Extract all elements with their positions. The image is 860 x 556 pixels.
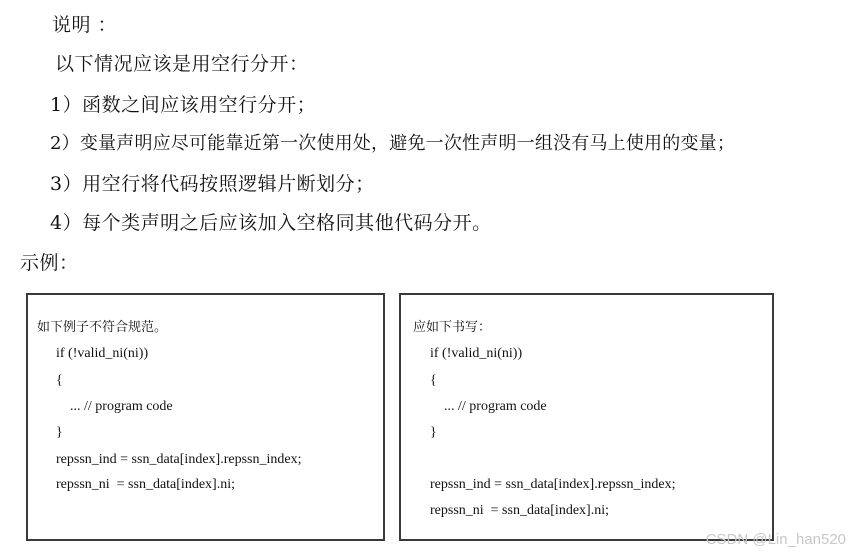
rule-2: 2）变量声明应尽可能靠近第一次使用处，避免一次性声明一组没有马上使用的变量； xyxy=(50,133,736,154)
good-code-line-1: if (!valid_ni(ni)) xyxy=(430,346,523,361)
bad-code-line-6: repssn_ni = ssn_data[index].ni; xyxy=(56,477,235,492)
bad-example-box xyxy=(26,293,385,541)
rule-3: 3）用空行将代码按照逻辑片断划分； xyxy=(50,173,375,195)
example-heading: 示例： xyxy=(20,252,79,274)
rule-1: 1）函数之间应该用空行分开； xyxy=(50,94,317,116)
bad-code-line-1: if (!valid_ni(ni)) xyxy=(56,346,149,361)
good-code-line-6: repssn_ni = ssn_data[index].ni; xyxy=(430,503,609,518)
bad-code-line-2: { xyxy=(56,373,63,388)
good-example-title: 应如下书写： xyxy=(413,320,492,335)
bad-code-line-5: repssn_ind = ssn_data[index].repssn_index; xyxy=(56,452,302,467)
bad-code-line-3: ... // program code xyxy=(56,399,173,414)
bad-example-title: 如下例子不符合规范。 xyxy=(37,320,168,335)
good-code-line-2: { xyxy=(430,373,437,388)
good-code-line-4: } xyxy=(430,425,437,440)
rule-4: 4）每个类声明之后应该加入空格同其他代码分开。 xyxy=(50,212,492,234)
good-code-line-3: ... // program code xyxy=(430,399,547,414)
bad-code-line-4: } xyxy=(56,425,63,440)
intro-text: 以下情况应该是用空行分开： xyxy=(55,53,309,75)
csdn-watermark: CSDN @Lin_han520 xyxy=(705,531,846,548)
good-example-box xyxy=(399,293,774,541)
explanation-heading: 说明 ： xyxy=(52,14,118,36)
good-code-line-5: repssn_ind = ssn_data[index].repssn_index; xyxy=(430,477,676,492)
